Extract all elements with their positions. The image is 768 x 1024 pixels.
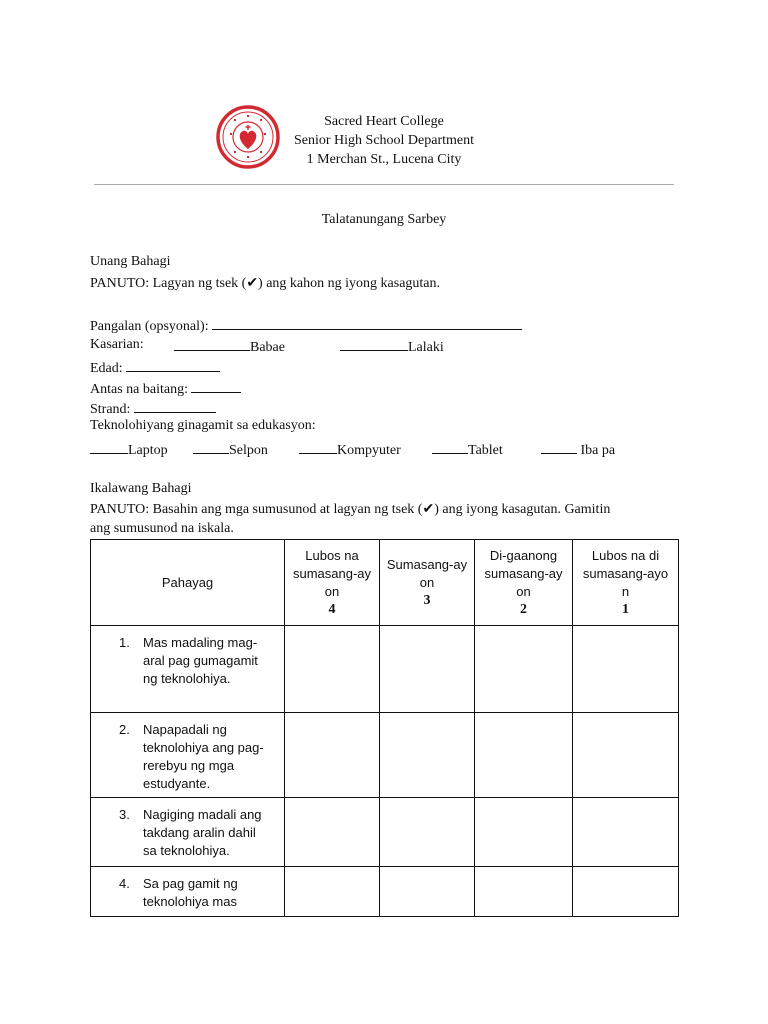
table-row <box>91 798 679 867</box>
strand-label: Strand: <box>90 402 131 417</box>
answer-cell-4[interactable] <box>285 867 380 917</box>
part2-instruction-line2: ang sumusunod na iskala. <box>90 521 234 536</box>
table-row <box>91 713 679 798</box>
tech-option-selpon <box>193 440 268 459</box>
sex-female-label: Babae <box>250 340 285 355</box>
answer-cell-3[interactable] <box>380 713 475 798</box>
statement-text: Sa pag gamit ng teknolohiya mas <box>143 876 238 909</box>
tech-label-selpon: Selpon <box>229 443 268 458</box>
name-label: Pangalan (opsyonal): <box>90 319 209 334</box>
age-field-row <box>90 358 220 377</box>
answer-cell-3[interactable] <box>380 798 475 867</box>
age-blank[interactable] <box>126 358 220 372</box>
statement-text: Nagiging madali ang takdang aralin dahil sa teknolohiya. <box>143 807 262 858</box>
tech-option-kompyuter <box>299 440 401 459</box>
answer-cell-1[interactable] <box>573 713 679 798</box>
grade-label: Antas na baitang: <box>90 382 188 397</box>
statement-number: 1. <box>119 635 130 650</box>
answer-cell-4[interactable] <box>285 713 380 798</box>
header-scale-4-line: sumasang-ay <box>292 565 372 581</box>
sex-male-label: Lalaki <box>408 340 444 355</box>
tech-label-iba-pa: Iba pa <box>580 443 616 458</box>
header-scale-1-line: sumasang-ayo <box>582 565 669 581</box>
tech-label-laptop: Laptop <box>128 443 168 458</box>
answer-cell-2[interactable] <box>475 713 573 798</box>
header-scale-1-line: n <box>621 583 630 599</box>
header-scale-1-line: Lubos na di <box>591 547 660 563</box>
statement-text: Mas madaling mag-aral pag gumagamit ng teknolohiya. <box>143 635 258 686</box>
answer-cell-4[interactable] <box>285 626 380 713</box>
age-label: Edad: <box>90 361 123 376</box>
header-scale-2-score: 2 <box>520 601 527 617</box>
answer-cell-2[interactable] <box>475 798 573 867</box>
header-statement: Pahayag <box>91 540 285 626</box>
table-row <box>91 867 679 917</box>
header-scale-4 <box>285 540 380 626</box>
school-department: Senior High School Department <box>293 133 475 148</box>
header-scale-1 <box>573 540 679 626</box>
tech-blank-selpon[interactable] <box>193 440 229 454</box>
answer-cell-1[interactable] <box>573 626 679 713</box>
sex-label: Kasarian: <box>90 337 144 352</box>
sex-female-option <box>174 337 285 356</box>
sex-male-blank[interactable] <box>340 337 408 351</box>
document-title: Talatanungang Sarbey <box>321 212 447 227</box>
header-scale-4-line: Lubos na <box>305 547 359 563</box>
name-field-row <box>90 316 522 335</box>
sex-female-blank[interactable] <box>174 337 250 351</box>
statement-text: Napapadali ng teknolohiya ang pag-rerebyu ng mga estudyante. <box>143 722 264 791</box>
statement-cell <box>91 798 285 867</box>
header-scale-3-line: on <box>419 574 435 590</box>
part2-heading: Ikalawang Bahagi <box>90 481 192 496</box>
strand-blank[interactable] <box>134 399 216 413</box>
tech-blank-laptop[interactable] <box>90 440 128 454</box>
tech-label: Teknolohiyang ginagamit sa edukasyon: <box>90 418 316 433</box>
header-scale-3-line: Sumasang-ay <box>386 556 468 572</box>
strand-field-row <box>90 399 216 418</box>
header-scale-3 <box>380 540 475 626</box>
school-name: Sacred Heart College <box>324 114 444 129</box>
part1-instruction: PANUTO: Lagyan ng tsek (✔) ang kahon ng iyong kasagutan. <box>90 276 441 291</box>
tech-option-tablet <box>432 440 503 459</box>
answer-cell-4[interactable] <box>285 798 380 867</box>
header-scale-2-line: sumasang-ay <box>484 565 563 581</box>
answer-cell-1[interactable] <box>573 867 679 917</box>
survey-table <box>90 539 679 917</box>
header-scale-2 <box>475 540 573 626</box>
header-scale-1-score: 1 <box>622 601 629 617</box>
tech-blank-tablet[interactable] <box>432 440 468 454</box>
answer-cell-1[interactable] <box>573 798 679 867</box>
grade-field-row <box>90 379 241 398</box>
header-scale-3-score: 3 <box>423 592 431 608</box>
table-header-row <box>91 540 679 626</box>
part1-heading: Unang Bahagi <box>90 254 171 269</box>
statement-cell <box>91 867 285 917</box>
tech-option-iba-pa <box>541 440 615 459</box>
header-divider <box>94 184 674 185</box>
statement-number: 3. <box>119 807 130 822</box>
tech-blank-iba-pa[interactable] <box>541 440 577 454</box>
grade-blank[interactable] <box>191 379 241 393</box>
header-scale-2-line: Di-gaanong <box>489 547 558 563</box>
statement-cell <box>91 626 285 713</box>
answer-cell-2[interactable] <box>475 626 573 713</box>
answer-cell-3[interactable] <box>380 626 475 713</box>
answer-cell-2[interactable] <box>475 867 573 917</box>
tech-blank-kompyuter[interactable] <box>299 440 337 454</box>
header-scale-4-score: 4 <box>328 601 336 617</box>
header-scale-4-line: on <box>324 583 340 599</box>
statement-cell <box>91 713 285 798</box>
sex-male-option <box>340 337 444 356</box>
header-scale-2-line: on <box>516 583 531 599</box>
table-row <box>91 626 679 713</box>
name-blank[interactable] <box>212 316 522 330</box>
school-address: 1 Merchan St., Lucena City <box>306 152 462 167</box>
statement-number: 4. <box>119 876 130 891</box>
tech-option-laptop <box>90 440 168 459</box>
tech-label-kompyuter: Kompyuter <box>337 443 401 458</box>
answer-cell-3[interactable] <box>380 867 475 917</box>
statement-number: 2. <box>119 722 130 737</box>
part2-instruction-line1: PANUTO: Basahin ang mga sumusunod at lagyan ng tsek (✔) ang iyong kasagutan. Gamitin <box>90 502 611 517</box>
tech-label-tablet: Tablet <box>468 443 503 458</box>
